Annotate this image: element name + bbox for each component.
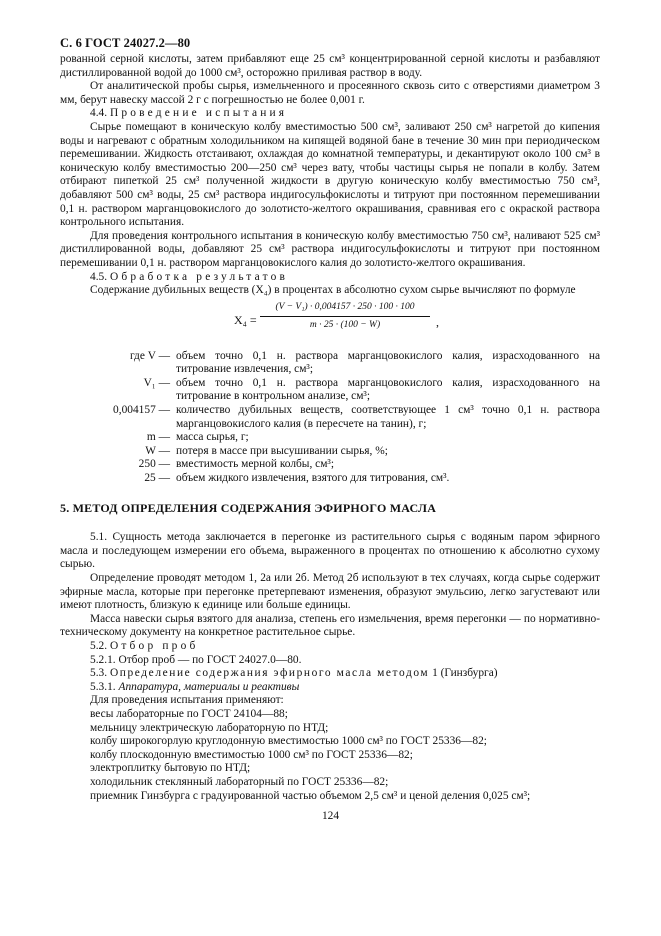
definition-text: масса сырья, г; bbox=[176, 431, 249, 444]
section-title: 5. МЕТОД ОПРЕДЕЛЕНИЯ СОДЕРЖАНИЯ ЭФИРНОГО МАСЛА bbox=[60, 500, 437, 515]
definition-text: объем точно 0,1 н. раствора марганцовокислого калия, израсходованного на титрование в контрольном анализе, см³; bbox=[176, 376, 600, 403]
heading-number: 5.2. bbox=[90, 639, 108, 652]
page-header: С. 6 ГОСТ 24027.2—80 bbox=[60, 36, 191, 50]
formula-denominator: m · 25 · (100 − W) bbox=[309, 320, 381, 331]
definition-text: объем точно 0,1 н. раствора марганцовокислого калия, израсходованного на титрование извлечения, см³; bbox=[176, 349, 600, 376]
heading-number: 5.3.1. bbox=[90, 680, 116, 693]
heading-number: 5.3. bbox=[90, 667, 108, 680]
formula-lhs: X₄ = bbox=[234, 312, 257, 327]
definitions-list bbox=[60, 350, 600, 486]
page-number: 124 bbox=[321, 810, 340, 822]
subsection-heading bbox=[60, 640, 600, 654]
formula-fraction bbox=[260, 301, 430, 333]
definition-symbol: 25 — bbox=[144, 472, 170, 485]
list-item: весы лабораторные по ГОСТ 24104—88; bbox=[90, 707, 288, 720]
subsection-heading bbox=[60, 107, 600, 121]
definition-symbol: W — bbox=[145, 444, 170, 457]
heading-title: Отбор проб bbox=[109, 639, 199, 652]
list-item: колбу широкогорлую круглодонную вместимостью 1000 см³ по ГОСТ 25336—82; bbox=[90, 735, 487, 748]
list-item: колбу плоскодонную вместимостью 1000 см³ по ГОСТ 25336—82; bbox=[90, 748, 413, 761]
paragraph: От аналитической пробы сырья, измельченного и просеянного сквозь сито с отверстиями диаметром 3 мм, берут навеску массой 2 г с погрешностью не более 0,001 г. bbox=[60, 80, 600, 106]
paragraph: Сырье помещают в коническую колбу вместимостью 500 см³, заливают 250 см³ нагретой до кипения воды и нагревают с обратным холодильником на кипящей водяной бане в течение 30 мин при периодическом перемешивании. Жидкость отстаивают, охлаждая до комнатной температуры, и декантируют около 100 см³ в коническую колбу вместимостью 200—250 см³ через вату, чтобы частицы сырья не попали в колбу. Затем отбирают пипеткой 25 см³ полученной жидкости в другую коническую колбу вместимостью 750 см³, добавляют 500 см³ воды, 25 см³ раствора индигосульфокислоты и титруют при постоянном перемешивании 0,1 н. раствором марганцовокислого до золотисто-желтого окрашивания, сравнивая его с окраской раствора контрольного испытания. bbox=[60, 120, 600, 229]
formula bbox=[60, 298, 600, 344]
definition-symbol: V₁ — bbox=[143, 376, 170, 389]
definition-row bbox=[60, 445, 600, 459]
definition-symbol: 0,004157 — bbox=[113, 404, 170, 417]
subsection-heading bbox=[60, 667, 600, 681]
definition-row bbox=[60, 458, 600, 472]
page-body bbox=[60, 53, 600, 803]
list-item: мельницу электрическую лабораторную по НТД; bbox=[90, 721, 329, 734]
definition-row bbox=[60, 472, 600, 486]
heading-title: Определение содержания эфирного масла методом bbox=[109, 667, 430, 680]
definition-text: объем жидкого извлечения, взятого для титрования, см³. bbox=[176, 472, 450, 485]
subsection-heading bbox=[60, 681, 600, 695]
definition-row bbox=[60, 350, 600, 377]
heading-number: 4.4. bbox=[90, 107, 108, 120]
paragraph: Содержание дубильных веществ (X₄) в процентах в абсолютно сухом сырье вычисляют по формуле bbox=[90, 284, 576, 297]
definition-text: потеря в массе при высушивании сырья, %; bbox=[176, 444, 388, 457]
definition-symbol: m — bbox=[146, 431, 170, 444]
definition-row bbox=[60, 404, 600, 431]
definition-text: количество дубильных веществ, соответствующее 1 см³ точно 0,1 н. раствора марганцовокислого калия (в пересчете на танин), г; bbox=[176, 404, 600, 430]
list-item: холодильник стеклянный лабораторный по ГОСТ 25336—82; bbox=[90, 775, 389, 788]
paragraph: Для проведения испытания применяют: bbox=[90, 694, 284, 707]
heading-title: Аппаратура, материалы и реактивы bbox=[118, 680, 300, 693]
definition-row bbox=[60, 431, 600, 445]
paragraph: Для проведения контрольного испытания в коническую колбу вместимостью 750 см³, наливают 525 см³ дистиллированной воды, добавляют 25 см³ раствора индигосульфокислоты и титруют при постоянном перемешивании 0,1 н. раствором марганцовокислого калия до золотисто-желтого окрашивания. bbox=[60, 229, 600, 269]
heading-tail: 1 (Гинзбурга) bbox=[432, 667, 498, 680]
paragraph: Масса навески сырья взятого для анализа, степень его измельчения, время перегонки — по нормативно-техническому документу на конкретное растительное сырье. bbox=[60, 612, 600, 639]
heading-number: 4.5. bbox=[90, 270, 108, 283]
definition-symbol: 250 — bbox=[138, 458, 170, 471]
paragraph: 5.1. Сущность метода заключается в перегонке из растительного сырья с водяным паром эфирного масла и последующем измерении его объема, выраженного в процентах по отношению к абсолютно сухому сырью. bbox=[60, 531, 600, 571]
definition-symbol: где V — bbox=[129, 349, 170, 362]
paragraph: рованной серной кислоты, затем прибавляют еще 25 см³ концентрированной серной кислоты и разбавляют дистиллированной водой до 1000 см³, осторожно приливая раствор в воду. bbox=[60, 53, 600, 79]
definition-row bbox=[60, 377, 600, 404]
formula-numerator: (V − V₁) · 0,004157 · 250 · 100 · 100 bbox=[260, 301, 430, 318]
subsection-heading bbox=[60, 271, 600, 285]
heading-title: Обработка результатов bbox=[109, 270, 289, 283]
list-item: электроплитку бытовую по НТД; bbox=[90, 762, 251, 775]
formula-tail: , bbox=[436, 314, 439, 329]
list-item: приемник Гинзбурга с градуированной частью объемом 2,5 см³ и ценой деления 0,025 см³; bbox=[90, 789, 531, 802]
paragraph: Определение проводят методом 1, 2а или 2б. Метод 2б используют в тех случаях, когда сырье содержит эфирные масла, которые при перегонке претерпевают изменения, образуют эмульсию, легко загустевают или имеют плотность, близкую к единице или больше единицы. bbox=[60, 572, 600, 612]
definition-text: вместимость мерной колбы, см³; bbox=[176, 458, 334, 471]
heading-title: Проведение испытания bbox=[109, 107, 288, 120]
paragraph: 5.2.1. Отбор проб — по ГОСТ 24027.0—80. bbox=[90, 653, 302, 666]
